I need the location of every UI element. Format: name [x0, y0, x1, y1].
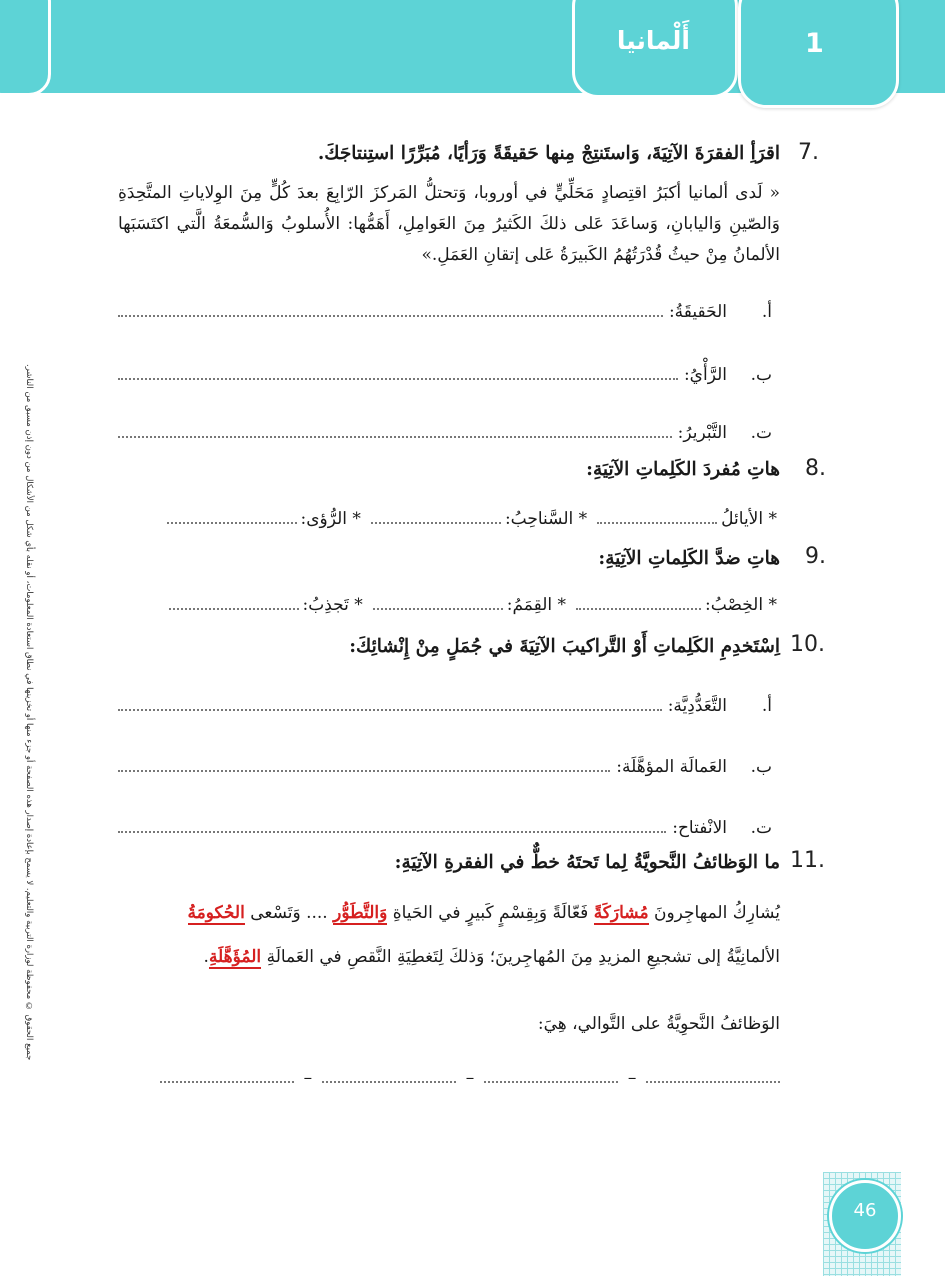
q7-answer-justification[interactable]	[118, 423, 772, 443]
word: * السَّناحِبُ:	[504, 509, 588, 529]
q7-answer-opinion[interactable]	[118, 365, 772, 385]
question-7-number: 7.	[798, 140, 819, 165]
question-8-title: هاتِ مُفردَ الكَلِماتِ الآتِيَةِ:	[586, 459, 780, 480]
question-11-title: ما الوَظائفُ النَّحويَّةُ لِما تَحتَهُ خطٌّ في الفقرةِ الآتِيَةِ:	[394, 852, 780, 873]
underlined-word-2: وَالتَّطَوُّر	[333, 903, 388, 923]
q9-words	[118, 595, 777, 615]
question-7-title: اقرَأِ الفقرَةَ الآتِيَةَ، وَاستَنتِجْ مِنها حَقيقَةً وَرَأيًا، مُبَرِّرًا استِنتاجَكَ.	[317, 143, 780, 164]
separator: –	[627, 1068, 637, 1088]
word: * الخِصْبُ:	[705, 595, 777, 615]
answer-line[interactable]	[118, 830, 666, 833]
underlined-word-3: الحُكومَةُ	[187, 903, 245, 923]
item-label: الانْفتاح:	[672, 818, 727, 838]
answer-line[interactable]	[167, 521, 297, 524]
answer-line[interactable]	[484, 1080, 618, 1083]
answer-line[interactable]	[646, 1080, 780, 1083]
header-tab-left	[0, 0, 51, 96]
item-label: العَمالَة المؤهَّلَة:	[616, 757, 727, 777]
word: * الأيائلُ	[721, 509, 777, 529]
answer-line[interactable]	[373, 607, 503, 610]
passage-text: الألمانِيَّةُ إلى تشجيعِ المزيدِ مِنَ المُهاجِرينَ؛ وَذلكَ لِتَغطِيَةِ النَّقصِ في العَمالَةِ	[266, 947, 780, 967]
question-7-passage: « لَدى ألمانيا أكبَرُ اقتِصادٍ مَحَلِّيٍّ في أوروبا، وَتحتلُّ المَركزَ الرّابِعَ بعدَ كُلٍّ مِنَ الوِلاياتِ المتَّحِدَةِ وَالصّينِ وَاليابانِ، وَساعَدَ عَلى ذلكَ الكَثيرُ مِنَ العَوامِلِ، أَهَمُّها: الأُسلوبُ وَالسُّمعَةُ الَّتي اكتَسَبَها الألمانُ مِنْ حيثُ قُدْرَتُهُمُ الكَبيرَةُ عَلى إتقانِ العَمَلِ.»	[118, 183, 780, 265]
passage-text: يُشارِكُ المهاجِرونَ	[653, 903, 780, 923]
answer-line[interactable]	[118, 769, 610, 772]
question-9-title: هاتِ ضدَّ الكَلِماتِ الآتِيَةِ:	[598, 548, 780, 569]
q10-answer-3[interactable]	[118, 818, 772, 838]
unit-title: أَلْمانيا	[616, 26, 690, 55]
question-9-number: 9.	[805, 544, 826, 569]
item-letter: ب.	[750, 757, 772, 777]
question-10-title: اِسْتَخدِمِ الكَلِماتِ أَوْ التَّراكيبَ الآتِيَةَ في جُمَلٍ مِنْ إِنْشائِكَ:	[349, 636, 780, 657]
question-10-number: 10.	[790, 632, 825, 657]
answer-line[interactable]	[597, 521, 717, 524]
answer-line[interactable]	[160, 1080, 294, 1083]
answer-line[interactable]	[118, 377, 678, 380]
passage-text: .... وَتَسْعى	[250, 903, 328, 923]
answer-line[interactable]	[322, 1080, 456, 1083]
answer-line[interactable]	[169, 607, 299, 610]
question-11-number: 11.	[790, 848, 825, 873]
word: * الرُّؤى:	[300, 509, 361, 529]
passage-text: .	[203, 947, 209, 967]
answer-line[interactable]	[576, 607, 701, 610]
q10-answer-2[interactable]	[118, 757, 772, 777]
separator: –	[303, 1068, 313, 1088]
answer-line[interactable]	[118, 314, 663, 317]
passage-text: فَعّالَةً وَبِقِسْمٍ كَبيرٍ في الحَياةِ	[392, 903, 589, 923]
page-number-badge	[823, 1172, 901, 1276]
answer-line[interactable]	[371, 521, 501, 524]
item-label: التَّعَدُّدِيَّة:	[667, 696, 727, 716]
item-label: الرَّأْيُ:	[683, 365, 727, 385]
q11-answers-label: الوَظائفُ النَّحوِيَّةُ على التَّوالي، هِيَ:	[537, 1014, 780, 1034]
underlined-word-4: المُؤَهَّلَةِ	[208, 947, 262, 967]
item-letter: ت.	[750, 423, 772, 443]
item-label: التَّبْريرُ:	[677, 423, 727, 443]
q7-answer-fact[interactable]	[118, 302, 772, 322]
word: * تَجذِبُ:	[302, 595, 363, 615]
separator: –	[465, 1068, 475, 1088]
q11-passage-line-2	[118, 940, 780, 974]
answer-line[interactable]	[118, 435, 672, 438]
q8-words	[118, 509, 777, 529]
question-8-number: 8.	[805, 456, 826, 481]
item-letter: ت.	[750, 818, 772, 838]
answer-line[interactable]	[118, 708, 662, 711]
page-number: 46	[853, 1200, 877, 1221]
item-letter: أ.	[761, 302, 772, 322]
underlined-word-1: مُشارَكَةً	[593, 903, 649, 923]
copyright-notice: جميع الحقوق © محفوظة لوزارة التربية والتعليم. لا يسمح بإعادة إصدار هذه الصفحة أو جزء منها أو تخزينها في نطاق استعادة المعلومات، أو نقله بأي شكل من الأشكال من دون إذن مسبق من الناشر.	[24, 363, 34, 1060]
word: * القِمَمُ:	[506, 595, 567, 615]
item-letter: أ.	[761, 696, 772, 716]
header-bar	[0, 0, 945, 93]
q11-passage-line-1	[118, 896, 780, 930]
q11-answer-lines	[160, 1068, 780, 1088]
q10-answer-1[interactable]	[118, 696, 772, 716]
item-letter: ب.	[750, 365, 772, 385]
unit-number: 1	[805, 28, 824, 59]
item-label: الحَقيقَةُ:	[668, 302, 727, 322]
